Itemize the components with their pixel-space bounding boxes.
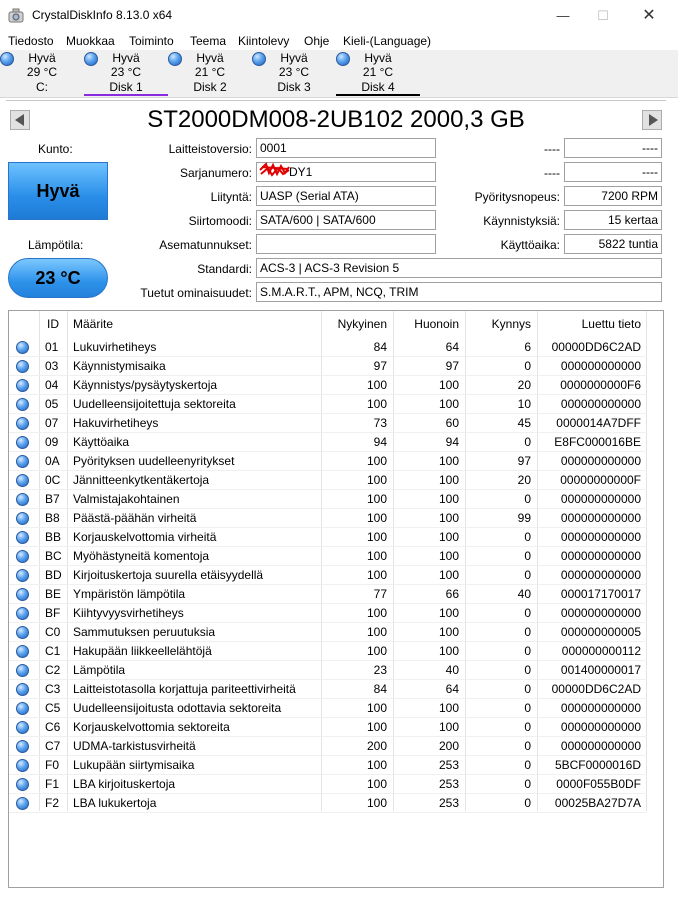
cell-threshold: 0 <box>524 568 531 582</box>
disk-name: C: <box>36 80 48 94</box>
disk-status: Hyvä <box>196 51 224 65</box>
cell-threshold: 99 <box>517 511 531 525</box>
cell-attribute: Ympäristön lämpötila <box>73 587 186 601</box>
disk-temp: 21 °C <box>194 65 226 79</box>
blank-field-2: ---- <box>564 162 662 182</box>
cell-current: 100 <box>366 701 387 715</box>
cell-raw-value: 000000000000 <box>560 511 641 525</box>
disk-temp: 29 °C <box>26 65 58 79</box>
features-label: Tuetut ominaisuudet: <box>140 286 252 300</box>
cell-current: 23 <box>373 663 387 677</box>
table-row[interactable] <box>9 642 647 661</box>
cell-id: C0 <box>45 625 61 639</box>
cell-raw-value: 00000DD6C2AD <box>551 340 641 354</box>
disk-selector-bar <box>0 50 678 98</box>
cell-worst: 66 <box>445 587 459 601</box>
attribute-status-icon <box>16 588 29 601</box>
disk-1-underline <box>84 94 168 96</box>
table-row[interactable] <box>9 737 647 756</box>
table-row[interactable] <box>9 775 647 794</box>
health-label: Kunto: <box>38 142 73 156</box>
table-row[interactable] <box>9 528 647 547</box>
cell-raw-value: 000000000000 <box>560 568 641 582</box>
cell-current: 100 <box>366 511 387 525</box>
cell-worst: 100 <box>438 720 459 734</box>
menu-edit[interactable]: Muokkaa <box>66 34 115 48</box>
cell-attribute: Kiihtyvyysvirhetiheys <box>73 606 184 620</box>
attribute-status-icon <box>16 664 29 677</box>
cell-raw-value: 000000000000 <box>560 454 641 468</box>
table-row[interactable] <box>9 585 647 604</box>
attribute-status-icon <box>16 550 29 563</box>
cell-raw-value: 000000000000 <box>560 492 641 506</box>
row-divider <box>9 812 647 813</box>
disk-status: Hyvä <box>112 51 140 65</box>
cell-id: F0 <box>45 758 60 772</box>
disk-name: Disk 4 <box>361 80 395 94</box>
cell-raw-value: 000000000000 <box>560 606 641 620</box>
app-icon <box>8 8 24 24</box>
table-row[interactable] <box>9 794 647 813</box>
interface-label: Liityntä: <box>210 190 252 204</box>
attribute-status-icon <box>16 683 29 696</box>
cell-worst: 253 <box>438 777 459 791</box>
cell-worst: 100 <box>438 473 459 487</box>
cell-worst: 100 <box>438 492 459 506</box>
attribute-status-icon <box>16 721 29 734</box>
table-row[interactable] <box>9 547 647 566</box>
cell-attribute: Käyttöaika <box>73 435 130 449</box>
cell-id: C3 <box>45 682 61 696</box>
cell-attribute: LBA kirjoituskertoja <box>73 777 176 791</box>
cell-attribute: Päästä-päähän virheitä <box>73 511 197 525</box>
cell-attribute: LBA lukukertoja <box>73 796 157 810</box>
disk-status: Hyvä <box>364 51 392 65</box>
cell-raw-value: 5BCF0000016D <box>554 758 641 772</box>
table-row[interactable] <box>9 471 647 490</box>
cell-id: C2 <box>45 663 61 677</box>
blank-label-1: ---- <box>544 142 560 156</box>
cell-current: 73 <box>373 416 387 430</box>
attribute-status-icon <box>16 626 29 639</box>
features-field: S.M.A.R.T., APM, NCQ, TRIM <box>256 282 662 302</box>
cell-attribute: Myöhästyneitä komentoja <box>73 549 210 563</box>
cell-threshold: 40 <box>517 587 531 601</box>
cell-worst: 100 <box>438 625 459 639</box>
attribute-status-icon <box>16 702 29 715</box>
blank-field-1: ---- <box>564 138 662 158</box>
disk-name: Disk 1 <box>109 80 143 94</box>
table-row[interactable] <box>9 661 647 680</box>
column-header-attribute[interactable]: Määrite <box>73 317 114 331</box>
attribute-status-icon <box>16 531 29 544</box>
cell-attribute: Lämpötila <box>73 663 126 677</box>
cell-worst: 100 <box>438 644 459 658</box>
window-title: CrystalDiskInfo 8.13.0 x64 <box>32 8 173 22</box>
cell-attribute: Jännitteenkytkentäkertoja <box>73 473 210 487</box>
disk-temp: 23 °C <box>110 65 142 79</box>
cell-id: 09 <box>45 435 59 449</box>
cell-id: 03 <box>45 359 59 373</box>
menu-function[interactable]: Toiminto <box>129 34 174 48</box>
title-bar <box>0 0 678 32</box>
cell-worst: 97 <box>445 359 459 373</box>
cell-threshold: 0 <box>524 777 531 791</box>
serial-field: DY1 <box>256 162 436 182</box>
arrow-left-icon <box>15 114 24 126</box>
cell-raw-value: 00000DD6C2AD <box>551 682 641 696</box>
standard-label: Standardi: <box>197 262 252 276</box>
cell-threshold: 0 <box>524 701 531 715</box>
menu-file[interactable]: Tiedosto <box>8 34 54 48</box>
disk-status: Hyvä <box>280 51 308 65</box>
attribute-status-icon <box>16 569 29 582</box>
cell-attribute: Sammutuksen peruutuksia <box>73 625 216 639</box>
cell-attribute: Pyörityksen uudelleenyritykset <box>73 454 235 468</box>
table-row[interactable] <box>9 433 647 452</box>
disk-name: Disk 2 <box>193 80 227 94</box>
menu-disk[interactable]: Kiintolevy <box>238 34 290 48</box>
attribute-status-icon <box>16 398 29 411</box>
cell-current: 100 <box>366 758 387 772</box>
prev-disk-button[interactable] <box>10 110 30 130</box>
cell-raw-value: 000000000112 <box>561 644 641 658</box>
cell-current: 100 <box>366 492 387 506</box>
cell-id: F2 <box>45 796 60 810</box>
cell-id: 05 <box>45 397 59 411</box>
table-row[interactable] <box>9 452 647 471</box>
power-count-field: 15 kertaa <box>564 210 662 230</box>
table-row[interactable] <box>9 376 647 395</box>
cell-threshold: 0 <box>524 530 531 544</box>
disk-4-underline <box>336 94 420 96</box>
cell-current: 100 <box>366 625 387 639</box>
cell-threshold: 0 <box>524 682 531 696</box>
power-hours-field: 5822 tuntia <box>564 234 662 254</box>
column-header-current[interactable]: Nykyinen <box>337 317 387 331</box>
cell-worst: 100 <box>438 568 459 582</box>
cell-id: 0A <box>45 454 60 468</box>
cell-current: 100 <box>366 549 387 563</box>
cell-raw-value: 0000F055B0DF <box>556 777 641 791</box>
cell-threshold: 6 <box>524 340 531 354</box>
menu-theme[interactable]: Teema <box>190 34 227 48</box>
firmware-label: Laitteistoversio: <box>168 142 252 156</box>
cell-id: F1 <box>45 777 60 791</box>
serial-label: Sarjanumero: <box>179 166 252 180</box>
table-row[interactable] <box>9 338 647 357</box>
cell-worst: 100 <box>438 454 459 468</box>
cell-attribute: Hakuvirhetiheys <box>73 416 159 430</box>
cell-id: B7 <box>45 492 60 506</box>
cell-current: 100 <box>366 530 387 544</box>
cell-raw-value: 000000000000 <box>560 701 641 715</box>
disk-tab-1[interactable] <box>84 50 168 96</box>
cell-worst: 100 <box>438 378 459 392</box>
cell-raw-value: 000000000000 <box>560 549 641 563</box>
disk-tab-3[interactable] <box>252 50 336 96</box>
cell-attribute: Uudelleensijoitusta odottavia sektoreita <box>73 701 282 715</box>
attribute-status-icon <box>16 759 29 772</box>
cell-id: 04 <box>45 378 59 392</box>
cell-worst: 253 <box>438 758 459 772</box>
attribute-status-icon <box>16 436 29 449</box>
cell-attribute: Korjauskelvottomia virheitä <box>73 530 217 544</box>
cell-raw-value: 000000000000 <box>560 720 641 734</box>
transfer-label: Siirtomoodi: <box>188 214 252 228</box>
cell-current: 94 <box>373 435 387 449</box>
drive-letter-label: Asematunnukset: <box>159 238 252 252</box>
cell-attribute: Uudelleensijoitettuja sektoreita <box>73 397 236 411</box>
cell-raw-value: 000000000000 <box>560 739 641 753</box>
menu-bar <box>0 32 678 50</box>
cell-worst: 64 <box>445 682 459 696</box>
cell-threshold: 0 <box>524 720 531 734</box>
cell-attribute: Käynnistymisaika <box>73 359 166 373</box>
main-panel <box>6 100 666 890</box>
attribute-status-icon <box>16 645 29 658</box>
cell-id: BD <box>45 568 62 582</box>
column-header-worst[interactable]: Huonoin <box>414 317 459 331</box>
cell-threshold: 45 <box>517 416 531 430</box>
rotation-label: Pyöritysnopeus: <box>474 190 560 204</box>
temperature-badge: 23 °C <box>8 258 108 298</box>
cell-current: 100 <box>366 473 387 487</box>
health-status-badge[interactable]: Hyvä <box>8 162 108 220</box>
cell-raw-value: E8FC000016BE <box>554 435 641 449</box>
disk-tab-4[interactable] <box>336 50 420 96</box>
attribute-status-icon <box>16 512 29 525</box>
cell-threshold: 0 <box>524 758 531 772</box>
maximize-button[interactable]: ☐ <box>597 8 609 23</box>
table-row[interactable] <box>9 699 647 718</box>
cell-worst: 100 <box>438 397 459 411</box>
cell-attribute: Valmistajakohtainen <box>73 492 180 506</box>
firmware-field: 0001 <box>256 138 436 158</box>
cell-worst: 100 <box>438 549 459 563</box>
close-button[interactable]: ✕ <box>642 7 656 24</box>
cell-current: 100 <box>366 777 387 791</box>
cell-id: BB <box>45 530 62 544</box>
blank-label-2: ---- <box>544 166 560 180</box>
cell-worst: 94 <box>445 435 459 449</box>
cell-attribute: Käynnistys/pysäytyskertoja <box>73 378 218 392</box>
cell-attribute: Lukuvirhetiheys <box>73 340 157 354</box>
cell-raw-value: 00025BA27D7A <box>554 796 641 810</box>
table-row[interactable] <box>9 509 647 528</box>
power-hours-label: Käyttöaika: <box>500 238 560 252</box>
disk-tab-c[interactable] <box>0 50 84 96</box>
disk-temp: 23 °C <box>278 65 310 79</box>
cell-id: B8 <box>45 511 60 525</box>
cell-attribute: Hakupään liikkeellelähtöjä <box>73 644 212 658</box>
cell-id: C1 <box>45 644 61 658</box>
column-header-id[interactable]: ID <box>47 317 59 331</box>
cell-raw-value: 00000000000F <box>560 473 641 487</box>
cell-id: 07 <box>45 416 59 430</box>
power-count-label: Käynnistyksiä: <box>483 214 560 228</box>
cell-current: 200 <box>366 739 387 753</box>
cell-raw-value: 000000000000 <box>560 397 641 411</box>
cell-id: C6 <box>45 720 61 734</box>
cell-current: 100 <box>366 378 387 392</box>
attribute-status-icon <box>16 455 29 468</box>
interface-field: UASP (Serial ATA) <box>256 186 436 206</box>
table-row[interactable] <box>9 680 647 699</box>
cell-current: 100 <box>366 796 387 810</box>
attribute-status-icon <box>16 797 29 810</box>
cell-worst: 60 <box>445 416 459 430</box>
cell-raw-value: 0000014A7DFF <box>556 416 641 430</box>
cell-attribute: Kirjoituskertoja suurella etäisyydellä <box>73 568 264 582</box>
cell-attribute: UDMA-tarkistusvirheitä <box>73 739 196 753</box>
disk-tab-2[interactable] <box>168 50 252 96</box>
cell-raw-value: 000000000000 <box>560 359 641 373</box>
cell-attribute: Korjauskelvottomia sektoreita <box>73 720 230 734</box>
smart-attributes-table[interactable] <box>8 310 664 888</box>
table-row[interactable] <box>9 718 647 737</box>
cell-id: 01 <box>45 340 59 354</box>
cell-threshold: 0 <box>524 625 531 639</box>
cell-threshold: 20 <box>517 473 531 487</box>
cell-current: 84 <box>373 340 387 354</box>
attribute-status-icon <box>16 493 29 506</box>
attribute-status-icon <box>16 607 29 620</box>
table-row[interactable] <box>9 490 647 509</box>
cell-raw-value: 0000000000F6 <box>560 378 641 392</box>
cell-raw-value: 000000000000 <box>560 530 641 544</box>
table-row[interactable] <box>9 756 647 775</box>
cell-worst: 100 <box>438 606 459 620</box>
table-row[interactable] <box>9 604 647 623</box>
temperature-label: Lämpötila: <box>28 238 84 252</box>
cell-id: 0C <box>45 473 61 487</box>
cell-threshold: 0 <box>524 796 531 810</box>
cell-worst: 100 <box>438 701 459 715</box>
cell-raw-value: 000017170017 <box>560 587 641 601</box>
disk-name: Disk 3 <box>277 80 311 94</box>
cell-worst: 100 <box>438 511 459 525</box>
cell-worst: 200 <box>438 739 459 753</box>
table-row[interactable] <box>9 357 647 376</box>
cell-threshold: 0 <box>524 359 531 373</box>
cell-id: C7 <box>45 739 61 753</box>
cell-current: 97 <box>373 359 387 373</box>
drive-letter-field <box>256 234 436 254</box>
cell-raw-value: 000000000005 <box>560 625 641 639</box>
cell-attribute: Lukupään siirtymisaika <box>73 758 195 772</box>
cell-raw-value: 001400000017 <box>560 663 641 677</box>
standard-field: ACS-3 | ACS-3 Revision 5 <box>256 258 662 278</box>
cell-current: 100 <box>366 606 387 620</box>
frame-top <box>6 100 666 101</box>
cell-threshold: 0 <box>524 492 531 506</box>
minimize-button[interactable]: — <box>556 8 570 23</box>
cell-worst: 64 <box>445 340 459 354</box>
cell-worst: 100 <box>438 530 459 544</box>
menu-help[interactable]: Ohje <box>304 34 330 48</box>
attribute-status-icon <box>16 341 29 354</box>
attribute-status-icon <box>16 360 29 373</box>
table-row[interactable] <box>9 395 647 414</box>
cell-worst: 253 <box>438 796 459 810</box>
cell-threshold: 10 <box>517 397 531 411</box>
cell-id: BE <box>45 587 62 601</box>
serial-redaction-scribble <box>258 160 292 180</box>
column-header-threshold[interactable]: Kynnys <box>491 317 531 331</box>
cell-threshold: 97 <box>517 454 531 468</box>
cell-current: 100 <box>366 454 387 468</box>
cell-threshold: 20 <box>517 378 531 392</box>
attribute-status-icon <box>16 778 29 791</box>
disk-status: Hyvä <box>28 51 56 65</box>
cell-threshold: 0 <box>524 663 531 677</box>
next-disk-button[interactable] <box>642 110 662 130</box>
cell-threshold: 0 <box>524 606 531 620</box>
table-row[interactable] <box>9 623 647 642</box>
cell-id: C5 <box>45 701 61 715</box>
attribute-status-icon <box>16 379 29 392</box>
attribute-status-icon <box>16 740 29 753</box>
cell-current: 84 <box>373 682 387 696</box>
cell-id: BC <box>45 549 62 563</box>
cell-threshold: 0 <box>524 549 531 563</box>
cell-worst: 40 <box>445 663 459 677</box>
disk-temp: 21 °C <box>362 65 394 79</box>
arrow-right-icon <box>649 114 658 126</box>
cell-threshold: 0 <box>524 644 531 658</box>
cell-current: 100 <box>366 644 387 658</box>
attribute-status-icon <box>16 417 29 430</box>
table-row[interactable] <box>9 566 647 585</box>
column-header-raw-value[interactable]: Luettu tieto <box>581 317 641 331</box>
cell-threshold: 0 <box>524 435 531 449</box>
disk-model-title: ST2000DM008-2UB102 2000,3 GB <box>147 106 525 133</box>
cell-threshold: 0 <box>524 739 531 753</box>
menu-language[interactable]: Kieli-(Language) <box>343 34 432 48</box>
cell-current: 77 <box>373 587 387 601</box>
table-row[interactable] <box>9 414 647 433</box>
cell-current: 100 <box>366 568 387 582</box>
cell-current: 100 <box>366 720 387 734</box>
attribute-status-icon <box>16 474 29 487</box>
cell-attribute: Laitteistotasolla korjattuja pariteettivirheitä <box>73 682 296 696</box>
rotation-field: 7200 RPM <box>564 186 662 206</box>
cell-current: 100 <box>366 397 387 411</box>
transfer-field: SATA/600 | SATA/600 <box>256 210 436 230</box>
cell-id: BF <box>45 606 61 620</box>
